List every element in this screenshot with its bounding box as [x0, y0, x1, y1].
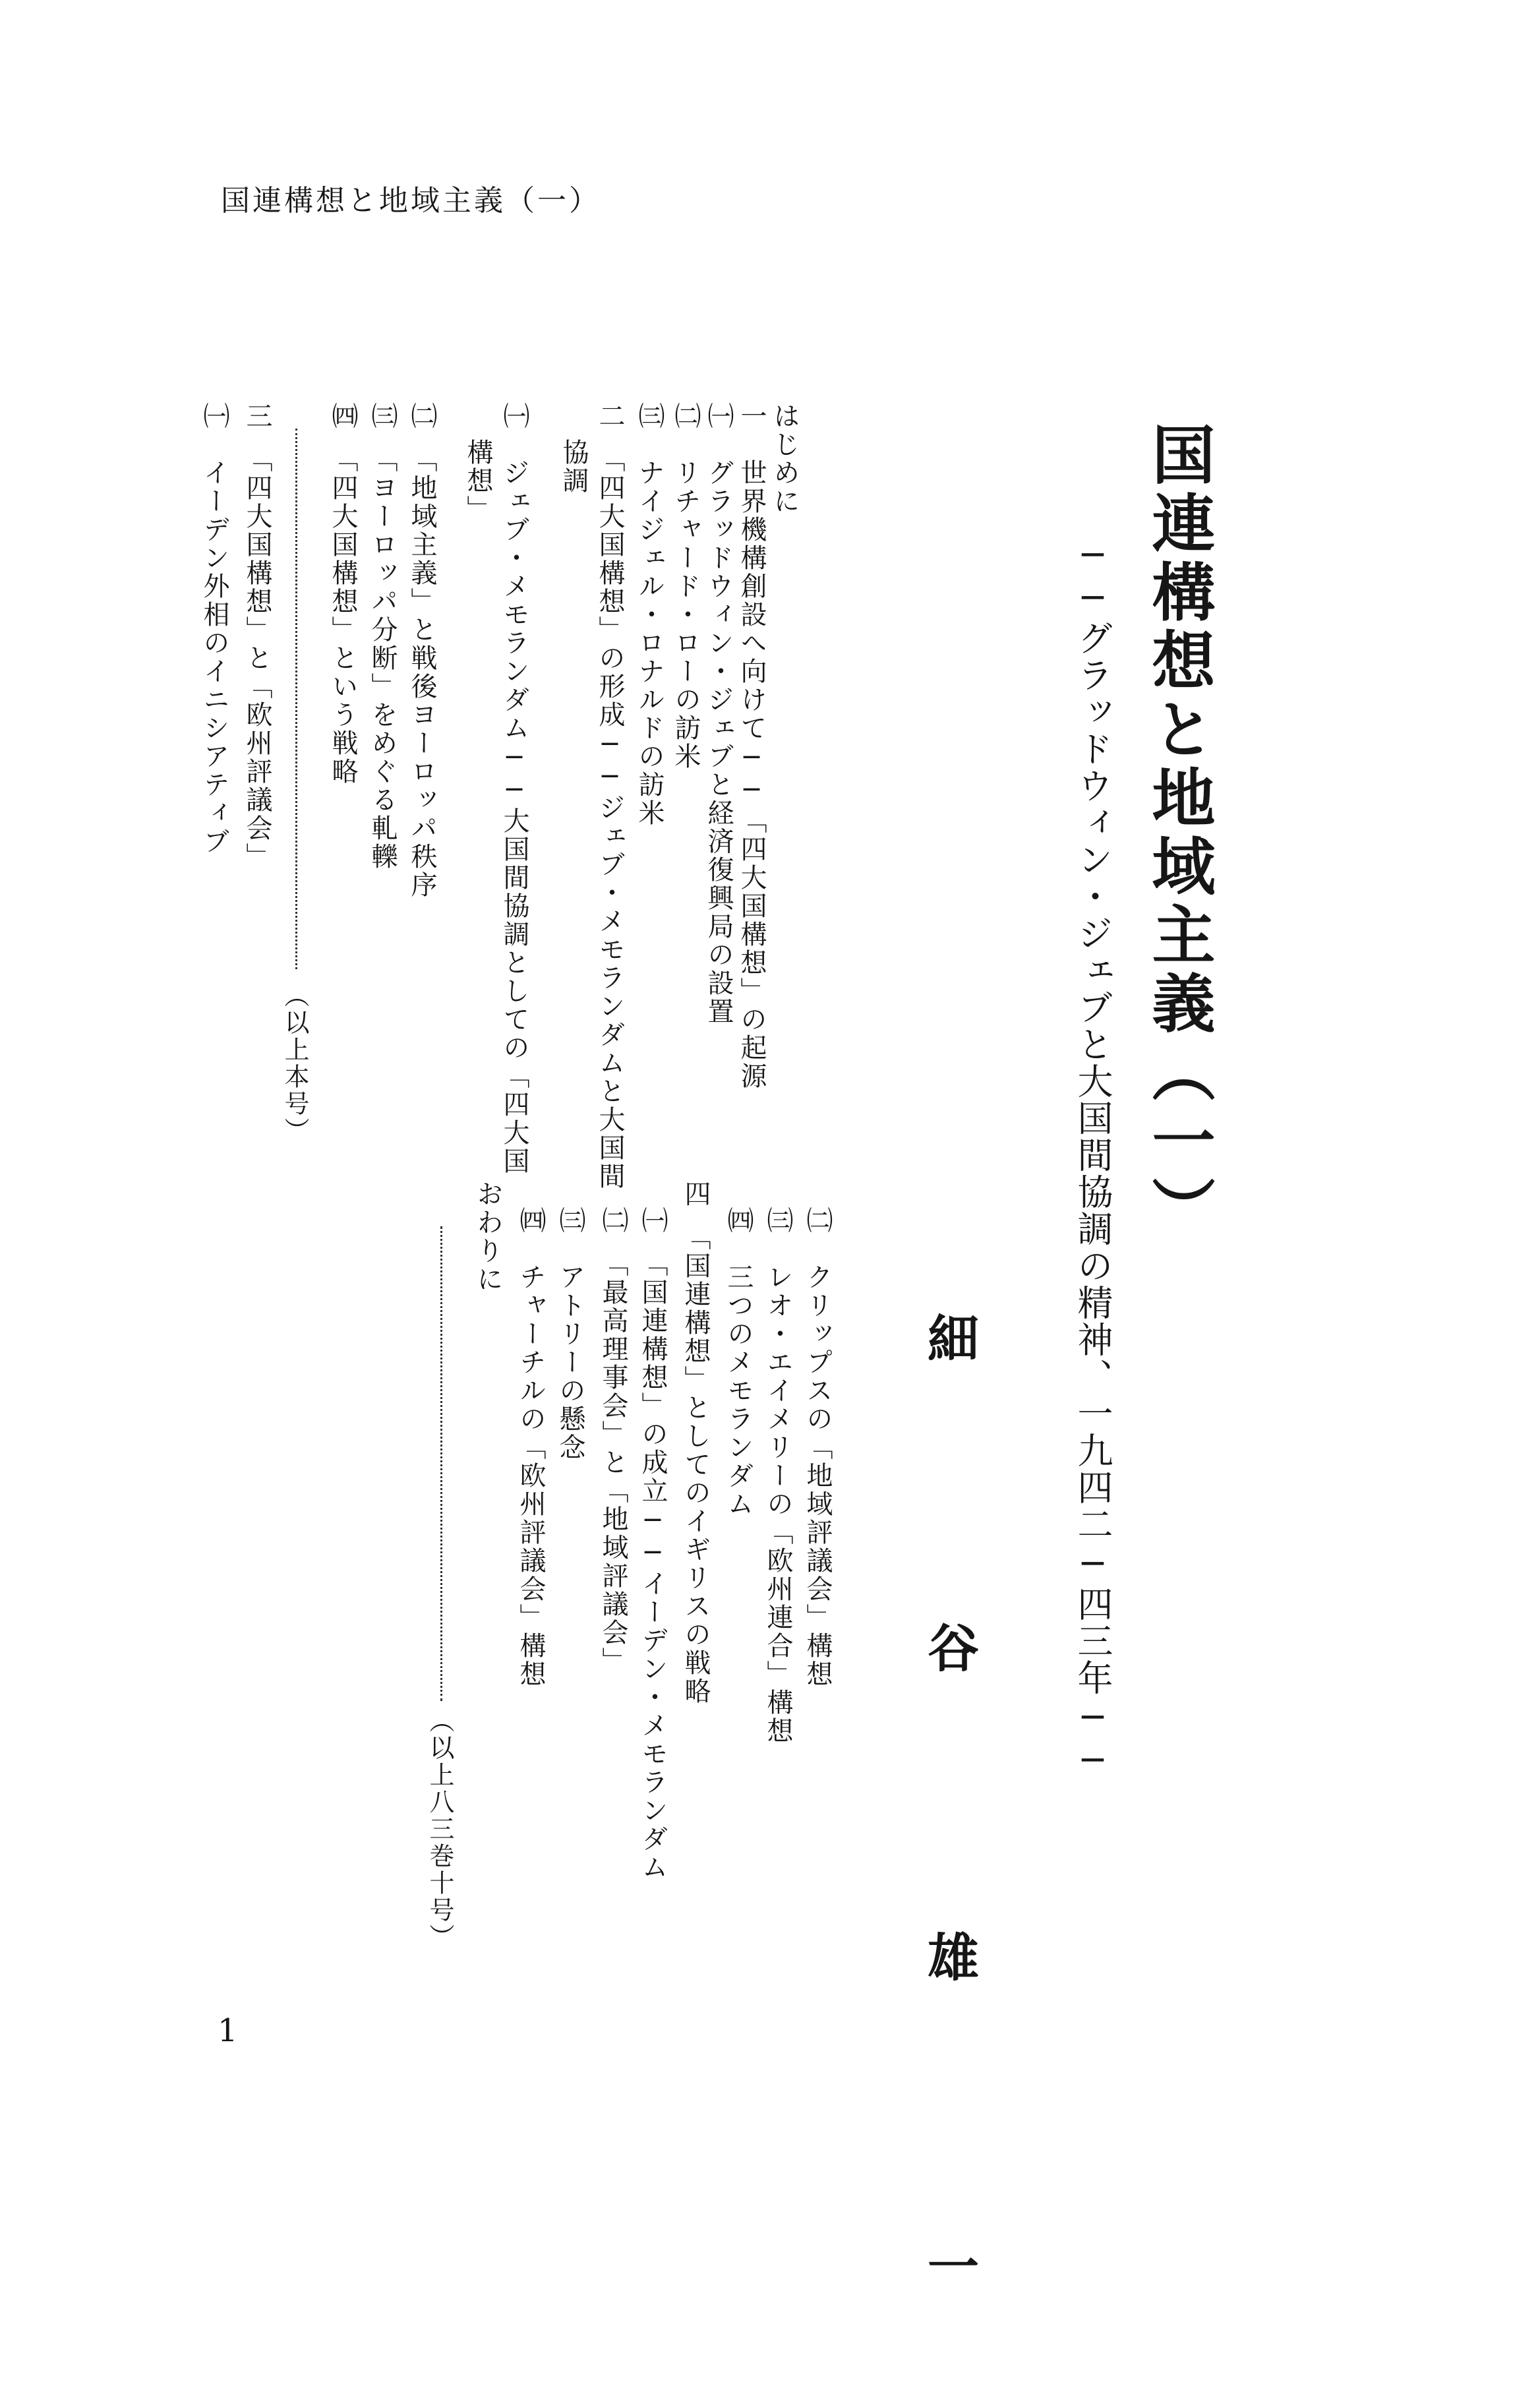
toc-section-1: 一 世界機構創設へ向けて──「四大国構想」の起源 — [736, 402, 767, 1090]
toc-section-3-2: ㈡ クリップスの「地域評議会」構想 — [802, 1207, 833, 1688]
end-this-issue: （以上本号） — [280, 982, 309, 1145]
toc-section-4-1: ㈠ 「国連構想」の成立──イーデン・メモランダム — [637, 1207, 668, 1882]
toc-section-1-3: ㈢ ナイジェル・ロナルドの訪米 — [634, 402, 665, 827]
toc-section-2-cont: 協調 — [558, 438, 589, 495]
toc-owarini: おわりに — [473, 1180, 503, 1294]
toc-section-3: 三 「四大国構想」と「欧州評議会」 — [242, 402, 272, 871]
toc-section-2-3: ㈢ 「ヨーロッパ分断」をめぐる軋轢 — [367, 402, 398, 871]
page-number: 1 — [218, 2012, 238, 2049]
author-name: 細 谷 雄 一 — [919, 1312, 979, 2390]
toc-section-4: 四 「国連構想」としてのイギリスの戦略 — [680, 1180, 711, 1706]
end-next-issue: （以上八三巻十号） — [425, 1708, 454, 1951]
toc-section-3-1: ㈠ イーデン外相のイニシアティブ — [199, 402, 229, 856]
toc-section-4-2: ㈡ 「最高理事会」と「地域評議会」 — [598, 1207, 628, 1675]
toc-section-4-3: ㈢ アトリーの懸念 — [555, 1207, 585, 1462]
toc-section-1-1: ㈠ グラッドウィン・ジェブと経済復興局の設置 — [703, 402, 734, 1026]
toc-section-4-4: ㈣ チャーチルの「欧州評議会」構想 — [516, 1207, 546, 1688]
toc-section-2-2: ㈡ 「地域主義」と戦後ヨーロッパ秩序 — [407, 402, 437, 899]
toc-section-3-3: ㈢ レオ・エイメリーの「欧州連合」構想 — [763, 1207, 793, 1745]
toc-section-3-4: ㈣ 三つのメモランダム — [723, 1207, 754, 1518]
leader-dots-next — [440, 1226, 442, 1701]
leader-dots — [295, 429, 297, 969]
article-title: 国連構想と地域主義（一） — [1142, 422, 1216, 1245]
toc-section-2: 二 「四大国構想」の形成──ジェブ・メモランダムと大国間 — [595, 402, 625, 1191]
running-header: 国連構想と地域主義（一） — [221, 184, 601, 218]
toc-section-2-1: ㈠ ジェブ・メモランダム──大国間協調としての「四大国 — [499, 402, 529, 1176]
article-subtitle: ──グラッドウィン・ジェブと大国間協調の精神、一九四二─四三年── — [1072, 534, 1113, 1782]
toc-hajimeni: はじめに — [769, 402, 800, 516]
toc-section-2-1-cont: 構想」 — [463, 438, 493, 523]
toc-section-1-2: ㈡ リチャード・ローの訪米 — [670, 402, 701, 771]
toc-section-2-4: ㈣ 「四大国構想」という戦略 — [328, 402, 358, 786]
